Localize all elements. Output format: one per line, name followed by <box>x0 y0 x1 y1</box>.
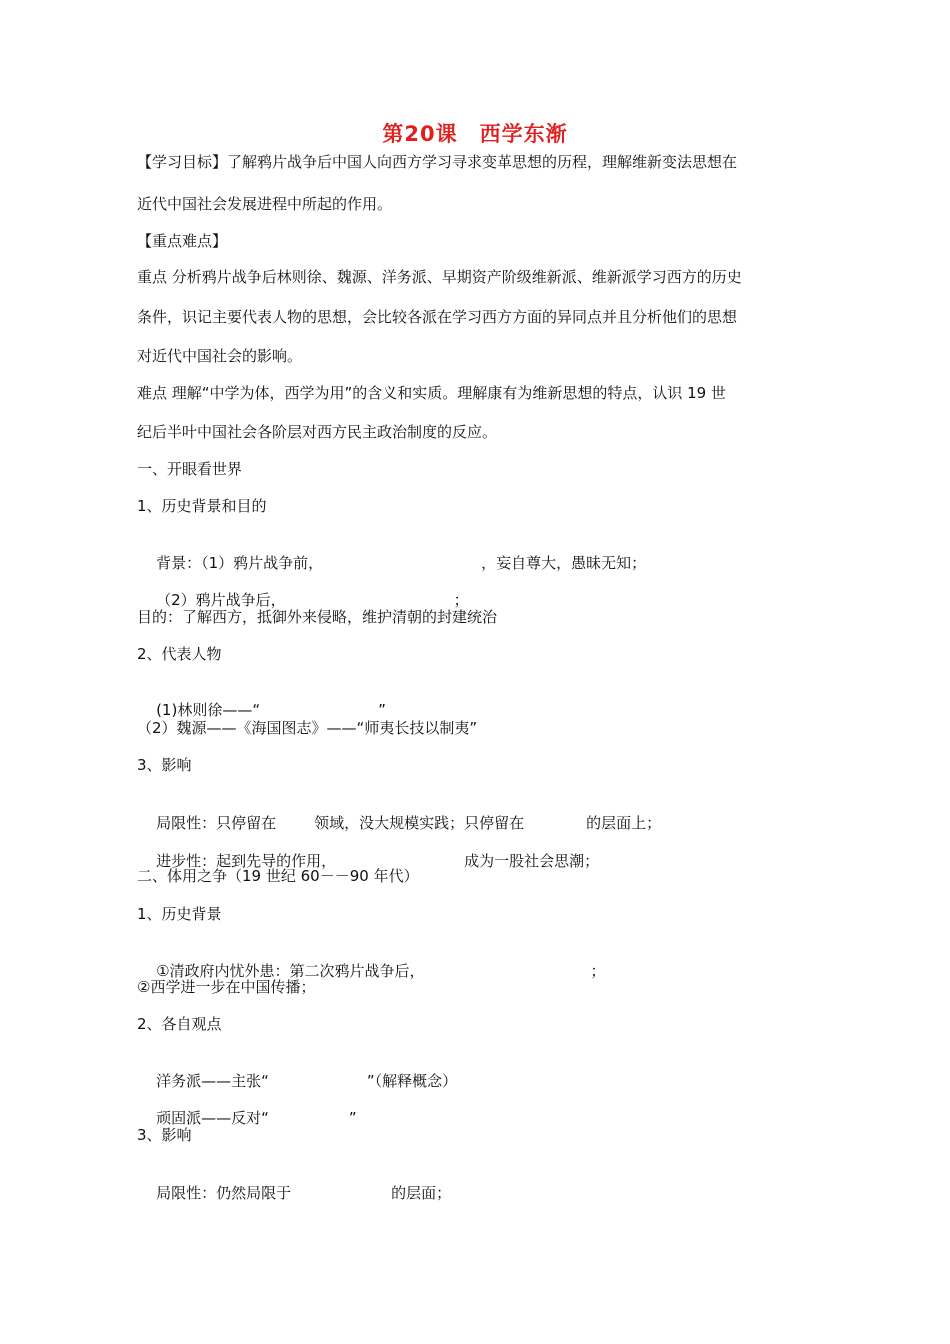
section-heading: 【重点难点】 <box>137 232 228 250</box>
fill-in-text: (1)林则徐——“ <box>156 701 261 719</box>
fill-in-text: 顽固派——反对“ <box>156 1109 269 1127</box>
fill-in-text: 进步性：起到先导的作用， <box>156 852 337 870</box>
text-line: ②西学进一步在中国传播； <box>137 978 316 996</box>
fill-in-text: （2）鸦片战争后， <box>156 591 286 609</box>
fill-in-text: 洋务派——主张“ <box>156 1072 269 1090</box>
fill-in-text: 局限性：只停留在 <box>156 814 277 832</box>
fill-in-text: ①清政府内忧外患：第二次鸦片战争后， <box>156 962 425 980</box>
page-title: 第20课 西学东渐 <box>382 122 568 146</box>
fill-in-text: 背景：（1）鸦片战争前， <box>156 554 324 572</box>
fill-in-text: ” <box>378 701 386 719</box>
text-line: 难点 理解“中学为体，西学为用”的含义和实质。理解康有为维新思想的特点，认识 19 世 <box>137 384 726 402</box>
text-line: 对近代中国社会的影响。 <box>137 347 303 365</box>
fill-in-text: 的层面； <box>391 1184 452 1202</box>
fill-in-text: ” <box>348 1109 357 1127</box>
section-heading: 二、体用之争（19 世纪 60－－90 年代） <box>137 867 419 885</box>
section-heading: 一、开眼看世界 <box>137 460 243 478</box>
fill-in-text: 的层面上； <box>586 814 662 832</box>
text-line: 条件，识记主要代表人物的思想，会比较各派在学习西方方面的异同点并且分析他们的思想 <box>137 308 738 326</box>
sub-heading: 2、代表人物 <box>137 645 222 663</box>
text-line: 重点 分析鸦片战争后林则徐、魏源、洋务派、早期资产阶级维新派、维新派学习西方的历史 <box>137 268 742 286</box>
fill-in-text: ； <box>590 962 606 980</box>
sub-heading: 3、影响 <box>137 1126 192 1144</box>
text-line: 【学习目标】了解鸦片战争后中国人向西方学习寻求变革思想的历程，理解维新变法思想在 <box>137 153 738 171</box>
fill-in-text: 局限性：仍然局限于 <box>156 1184 292 1202</box>
sub-heading: 1、历史背景和目的 <box>137 497 267 515</box>
fill-in-text: 领域，没大规模实践；只停留在 <box>314 814 525 832</box>
sub-heading: 2、各自观点 <box>137 1015 222 1033</box>
text-line: 近代中国社会发展进程中所起的作用。 <box>137 195 393 213</box>
fill-in-text: ； <box>453 591 469 609</box>
fill-in-text: ，妄自尊大，愚昧无知； <box>481 554 647 572</box>
sub-heading: 1、历史背景 <box>137 905 222 923</box>
text-line: 纪后半叶中国社会各阶层对西方民主政治制度的反应。 <box>137 423 498 441</box>
text-line: 目的：了解西方，抵御外来侵略，维护清朝的封建统治 <box>137 608 498 626</box>
fill-in-text: 成为一股社会思潮； <box>464 852 600 870</box>
sub-heading: 3、影响 <box>137 756 192 774</box>
text-line: （2）魏源——《海国图志》——“师夷长技以制夷” <box>137 719 478 737</box>
fill-in-text: ”（解释概念） <box>366 1072 458 1090</box>
text-line <box>137 1163 451 1223</box>
